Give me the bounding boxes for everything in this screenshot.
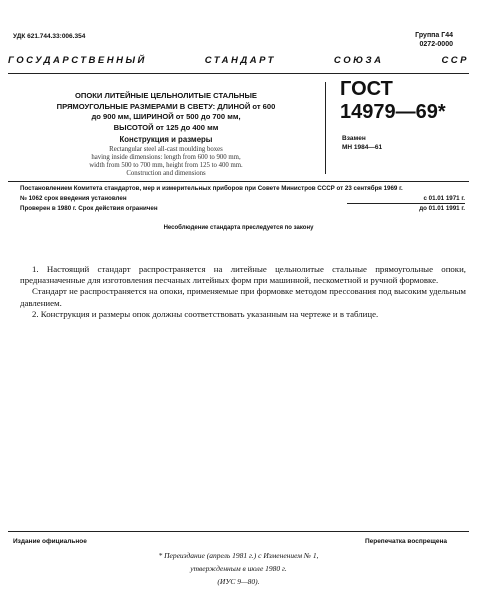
banner-word: ССР (441, 55, 469, 66)
title-line: ПРЯМОУГОЛЬНЫЕ РАЗМЕРАМИ В СВЕТУ: ДЛИНОЙ от 600 (56, 101, 276, 111)
footnote-line: * Переиздание (апрель 1981 г.) с Изменением № 1, (158, 551, 319, 560)
banner-word: СТАНДАРТ (204, 55, 276, 66)
top-divider (8, 73, 469, 74)
footnote-line: (ИУС 9—80). (217, 577, 260, 586)
english-title-line: width from 500 to 700 mm, height from 125 to 400 mm. (89, 162, 243, 169)
footer-divider (8, 531, 469, 532)
udk-code: УДК 621.744.33:006.354 (13, 33, 86, 40)
vertical-divider (325, 82, 326, 174)
decree-line-2 (20, 194, 465, 204)
effective-date: с 01.01 1971 г. (423, 194, 465, 202)
section-divider (8, 181, 469, 182)
title-line: ОПОКИ ЛИТЕЙНЫЕ ЦЕЛЬНОЛИТЫЕ СТАЛЬНЫЕ (75, 91, 257, 100)
title-line: ВЫСОТОЙ от 125 до 400 мм (113, 122, 219, 132)
banner-word: ГОСУДАРСТВЕННЫЙ (8, 55, 147, 66)
title-line: до 900 мм, ШИРИНОЙ от 500 до 700 мм, (91, 112, 241, 121)
reprint-prohibited: Перепечатка воспрещена (364, 538, 447, 545)
expiry-date: до 01.01 1991 г. (419, 205, 465, 212)
banner-word: СОЮЗА (333, 55, 384, 66)
paragraph: 1. Настоящий стандарт распространяется на литейные цельнолитые стальные прямоугольные опоки, предназначенные для изготовления песчаных литейных форм при машинной, пескометной и ручной формовке. (20, 264, 466, 286)
body-text (20, 264, 466, 320)
english-title-line: Rectangular steel all-cast moulding boxes (109, 146, 223, 153)
gost-number: 14979—69* (340, 101, 446, 123)
review-note: Проверен в 1980 г. Срок действия ограничен (20, 205, 158, 212)
replaced-label: Взамен (342, 135, 366, 142)
decree-line-1: Постановлением Комитета стандартов, мер и измерительных приборов при Совете Министров СССР от 23 сентября 1969 г. (20, 185, 403, 192)
paragraph: 2. Конструкция и размеры опок должны соответствовать указанным на чертеже и в таблице. (32, 308, 379, 319)
document-title (32, 91, 300, 133)
law-notice: Несоблюдение стандарта преследуется по закону (163, 225, 314, 231)
replaced-standard (342, 135, 382, 152)
group-label: Группа Г44 (415, 32, 453, 39)
classifier-code: 0272-0000 (419, 40, 453, 48)
decree-line-3 (20, 204, 465, 214)
decree-number: № 1062 срок введения установлен (20, 194, 127, 202)
english-title (32, 146, 300, 178)
official-edition: Издание официальное (13, 538, 87, 545)
gost-label: ГОСТ (340, 78, 393, 100)
document-subtitle: Конструкция и размеры (119, 135, 213, 144)
paragraph: Стандарт не распространяется на опоки, применяемые при формовке методом прессования под высоким удельным давлением. (20, 286, 466, 308)
english-title-line: having inside dimensions: length from 600 to 900 mm, (91, 154, 241, 161)
decree-block (20, 184, 465, 214)
footnote-line: утвержденным в июле 1980 г. (190, 564, 287, 573)
state-standard-banner (8, 55, 469, 66)
reissue-footnote (0, 549, 477, 588)
group-code (415, 32, 453, 49)
replaced-value: МН 1984—61 (342, 143, 383, 151)
english-title-line: Construction and dimensions (126, 170, 206, 177)
